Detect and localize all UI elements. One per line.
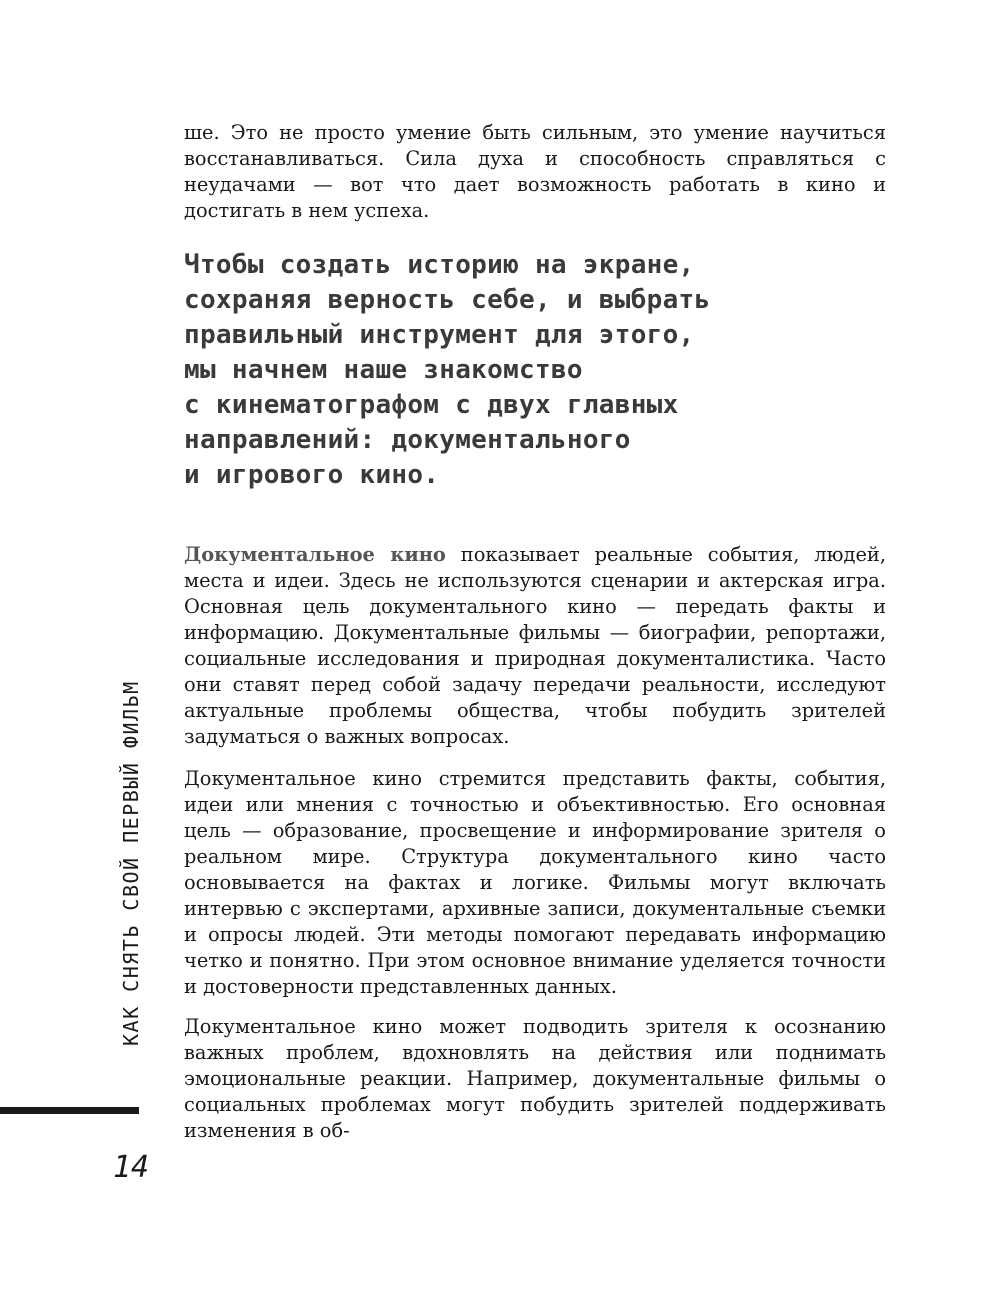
lead-term: Документальное кино — [184, 543, 446, 566]
paragraph-documentary-intro — [184, 542, 886, 750]
margin-rule — [0, 1107, 139, 1114]
paragraph-documentary-impact: Документальное кино может подводить зрителя к осознанию важных проблем, вдохновлять на действия или поднимать эмоциональные реакции. Например, документальные фильмы о социальных проблемах могут побудить зрителей поддерживать изменения в об- — [184, 1015, 886, 1142]
pull-quote-line: Чтобы создать историю на экране, — [184, 250, 695, 280]
pull-quote — [184, 248, 824, 493]
pull-quote-line: мы начнем наше знакомство — [184, 355, 583, 385]
paragraph-continued: ше. Это не просто умение быть сильным, это умение научиться восстанавливаться. Сила духа и способность справляться с неудачами — вот что дает возможность работать в кино и достигать в нем успеха. — [184, 121, 886, 222]
page-number: 14 — [113, 1150, 150, 1185]
pull-quote-line: сохраняя верность себе, и выбрать — [184, 285, 711, 315]
pull-quote-line: с кинематографом с двух главных — [184, 390, 679, 420]
paragraph-documentary-goals: Документальное кино стремится представить факты, события, идеи или мнения с точностью и объективностью. Его основная цель — образование, просвещение и информирование зрителя о реальном мире. Структура документального кино часто основывается на фактах и логике. Фильмы могут включать интервью с экспертами, архивные записи, документальные съемки и опросы людей. Эти методы помогают передавать информацию четко и понятно. При этом основное внимание уделяется точности и достоверности представленных данных. — [184, 767, 886, 998]
paragraph-text: показывает реальные события, людей, места и идеи. Здесь не используются сценарии и актерская игра. Основная цель документального кино — передать факты и информацию. Документальные фильмы — биографии, репортажи, социальные исследования и природная документалистика. Часто они ставят перед собой задачу передачи реальности, исследуют актуальные проблемы общества, чтобы побудить зрителей задуматься о важных вопросах. — [184, 543, 887, 748]
running-head: КАК СНЯТЬ СВОЙ ПЕРВЫЙ ФИЛЬМ — [119, 680, 143, 1046]
pull-quote-line: правильный инструмент для этого, — [184, 320, 695, 350]
pull-quote-line: направлений: документального — [184, 425, 631, 455]
pull-quote-line: и игрового кино. — [184, 460, 440, 490]
